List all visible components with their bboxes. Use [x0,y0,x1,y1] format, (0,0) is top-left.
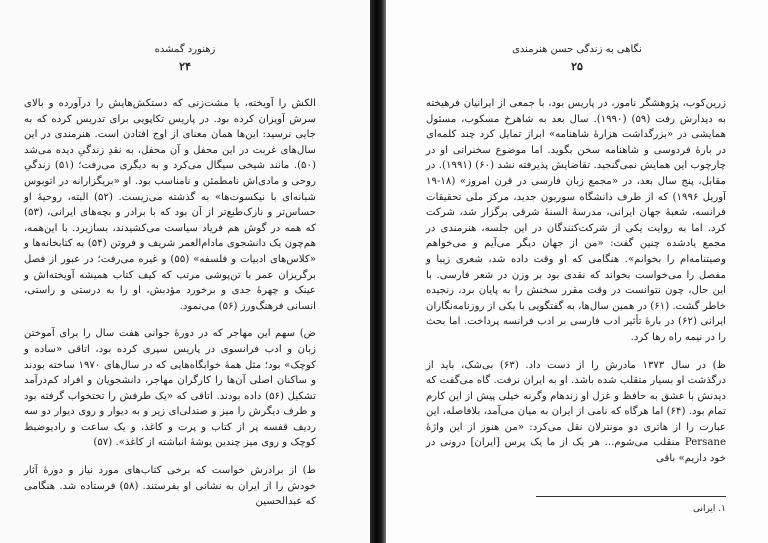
left-paragraph-3: ط) از برادرش خواست که برخی کتاب‌های مورد نیاز و دورهٔ آثار خودش را از ایران به نشانی او بفرستند. (۵۸) فرستاده شد. هنگامی که عبدالحسین [24,465,317,508]
left-paragraph-1: الکش را آویخته، یا مشت‌زنی که دستکش‌هایش را درآورده و بالای سرش آویزان کرده بود. در پاریس تکاپویی برای تدریس کرده که به جایی نرسید: این‌ها همان معنای از اوج افتادن است. هنرمندی در این سال‌های غربت در این محفل و آن محفل، به نقدِ زندگیِ دیده می‌شد (۵۰). مانند شیخی سیگال می‌کرد و به دیگری می‌رفت؛ (۵۱) زندگیِ روحی و مادی‌اش نامطمئن و نامناسب بود. او «بریگزارانه در اتوبوس شبانه‌ای با نیکسوت‌ها» به گذشته می‌زیست. (۵۲) البته، روحیهٔ او حساس‌تر و نازک‌طبع‌تر از آن بود که با برادر و بچه‌های ایرانی، (۵۳) که همه در گوش هم فریاد سیاست می‌کشیدند، بسازیرد. با این‌همه، هم‌چون یک دانشجوی مادام‌العمر شریف و فروتن (۵۴) به کتابخانه‌ها و «کلاس‌های ادبیات و فلسفه» (۵۵) و غیره می‌رفت؛ در عبور از فصل برگریزان عمر با تن‌پوشی مرتب که کیف کتاب همیشه آویخته‌اش و عینک و چهرهٔ جدی و برخورد مؤدبش، او را به درستی و راستی، انسانی فرهنگ‌ورز (۵۶) می‌نمود. [24,98,316,312]
right-paragraph-1: زرین‌کوب، پژوهشگر نامور، در پاریس بود، با جمعی از ایرانیان فرهیخته به دیدارش رفت (۵۹) (۱۹۹۰). سال بعد به شاهرخ مسکوب، مسئول همایشی در «بزرگداشت هزارهٔ شاهنامه» ابراز تمایل کرد چند کلمه‌ای در بارهٔ فردوسی و شاهنامه سخن بگوید. اما موضوع سخنرانی او در چارچوب این همایش نمی‌گنجید. تقاضایش پذیرفته نشد (۶۰) (۱۹۹۱). در مقابل، پنج سال بعد، در «مجمع زبان فارسی در قرن امروز» (۱۸-۱۹ آوریل ۱۹۹۶) که از طرف دانشگاه سوربون جدید، مرکز ملی تحقیقات فرانسه، شعبهٔ جهان ایرانی، مدرسهٔ السنهٔ شرقی برگزار شد، شرکت کرد. اما به روایت یکی از شرکت‌کنندگان در این جلسه، هنرمندی در مجمع یادشده چنین گفت: «من از جهان دیگر می‌آیم و می‌خواهم وصیتنامه‌ام را بخوانم». هنگامی که او وقت داده شد، شعری زیبا و مفصل را می‌خواست بخواند که نقدی بود بر وزن در شعر فارسی. با این حال، چون نتوانست در وقت مقرر سخنش را به پایان برد، رنجیده خاطر گشت. (۶۱) در همین سال‌ها، به گفتگویی با یکی از روزنامه‌نگاران ایرانی (۶۲) در بارهٔ تأثیر ادب فارسی بر ادب فرانسه پرداخت. اما بحث را در نیمه راه رها کرد. [426,98,727,343]
right-body-text [426,96,726,467]
left-running-header: زهنورد گمشده [154,44,216,55]
right-paragraph-2: ظ) در سال ۱۳۷۳ مادرش را از دست داد. (۶۳) بی‌شک، باید از درگذشت او بسیار متقلب شده باشد. او به ایران نرفت. گاه می‌گفت که دیدنش با عشق به حافظ و غزل او زندهام وگرنه خیلی پیش از این کارم تمام بود. (۶۴) اما هرگاه که نامی از ایران به میان می‌آمد، بلافاصله، این عبارت را از هاتری دو مونترلان نقل می‌کرد: «من هنوز از این واژهٔ Persane منقلب می‌شوم... هر یک از ما یک پرس [ایران] درونی در خود داریم» باقی [426,359,727,465]
left-page [0,0,370,543]
left-body-text [24,96,316,510]
book-spine-gutter [370,0,386,543]
right-page-number: ۲۵ [571,60,583,73]
footnote-divider [536,496,726,497]
right-page [386,0,768,543]
left-paragraph-2: ض) سهم این مهاجر که در دورهٔ جوانی هفت سال را برای آموختن زبان و ادب فرانسوی در پاریس سپری کرده بود، اتاقی «ساده و کوچک» بود؛ مثل همهٔ خوابگاه‌هایی که در سال‌های ۱۹۷۰ ساخته بودند و ساکنان اصلی آن‌ها را کارگران مهاجر، دانشجویان و افراد کم‌درآمد تشکیل (۵۶) داده بودند. اتاقی که «یک طرفش را تختخواب گرفته بود و طرف دیگرش را میز و صندلی‌ای زیر و به دیوار و روی دیوار دو سه ردیف قفسه پر از کتاب و پرت و کاغذ، و یک ساعت و رادیوضبط کوچک و روی میز چندین یوشهٔ انباشته از کاغذ». (۵۷) [24,328,316,449]
left-page-number: ۲۴ [179,60,191,73]
right-running-header: نگاهی به زندگی حسن هنرمندی [512,44,642,55]
footnote: ۱. ایرانی [692,504,726,514]
